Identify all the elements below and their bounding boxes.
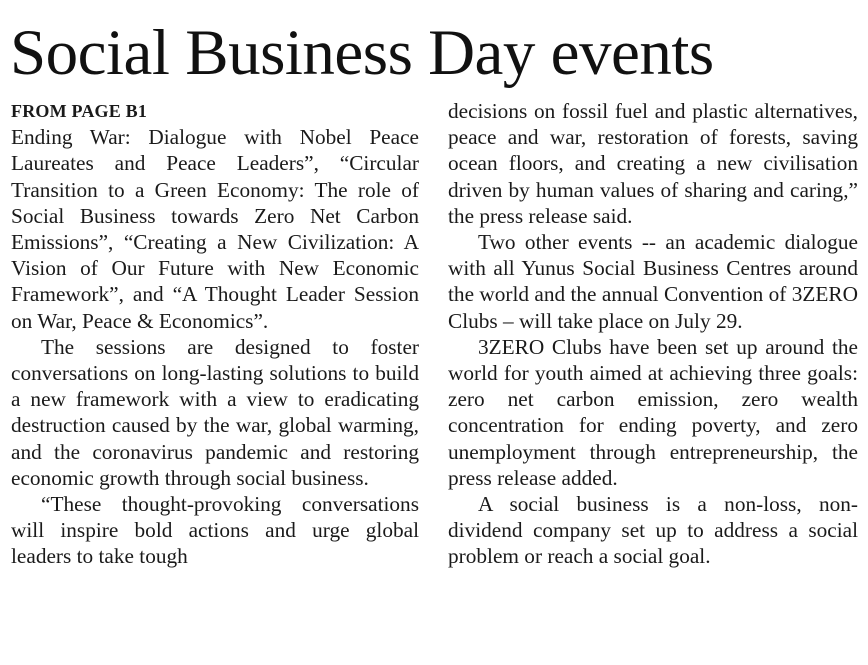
article-paragraph: The sessions are designed to foster conversations on long-lasting solutions to build a new framework with a view to eradicating destruction caused by the war, global warming, and the coronavirus pandemic and restoring economic growth through social business. [11, 334, 419, 490]
article-paragraph: decisions on fossil fuel and plastic alternatives, peace and war, restoration of forests, saving ocean floors, and creating a new civilisation driven by human values of sharing and caring,” the press release said. [448, 99, 858, 228]
article-paragraph: 3ZERO Clubs have been set up around the world for youth aimed at achieving three goals: zero net carbon emission, zero wealth concentration for ending poverty, and zero unemployment through entrepreneurship, the press release added. [448, 334, 858, 490]
continuation-kicker: FROM PAGE B1 [11, 101, 148, 121]
article-column-left [11, 98, 419, 570]
article-column-right [448, 98, 858, 570]
article-paragraph: A social business is a non-loss, non-dividend company set up to address a social problem or reach a social goal. [448, 492, 858, 569]
article-paragraph: Ending War: Dialogue with Nobel Peace Laureates and Peace Leaders”, “Circular Transition to a Green Economy: The role of Social Business towards Zero Net Carbon Emissions”, “Creating a New Civilization: A Vision of Our Future with New Economic Framework”, and “A Thought Leader Session on War, Peace & Economics”. [11, 125, 419, 333]
headline: Social Business Day events [10, 17, 714, 89]
article-paragraph: “These thought-provoking conversations will inspire bold actions and urge global leaders to take tough [11, 492, 419, 569]
article-paragraph: Two other events -- an academic dialogue with all Yunus Social Business Centres around the world and the annual Convention of 3ZERO Clubs – will take place on July 29. [448, 230, 858, 333]
